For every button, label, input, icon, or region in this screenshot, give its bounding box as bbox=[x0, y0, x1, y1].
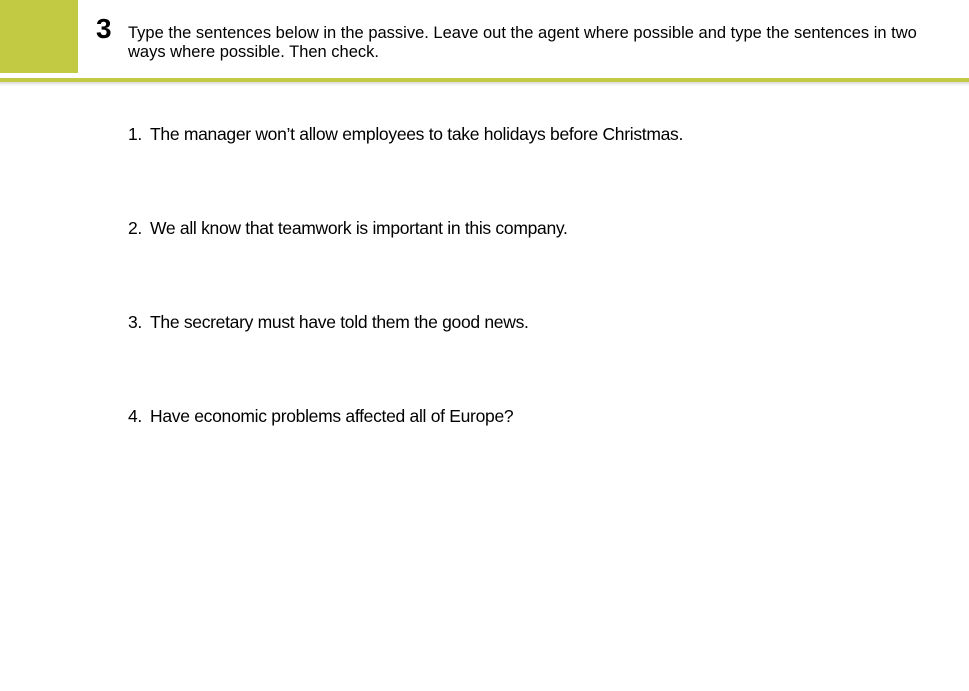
sentence-number: 4. bbox=[128, 406, 142, 426]
exercise-number: 3 bbox=[96, 13, 112, 44]
sentence-number: 2. bbox=[128, 218, 142, 238]
sentence-item-2 bbox=[128, 216, 568, 240]
sentence-item-1 bbox=[128, 122, 683, 146]
header-divider-shadow bbox=[0, 82, 969, 86]
sentence-item-4 bbox=[128, 404, 513, 428]
sentence-number: 3. bbox=[128, 312, 142, 332]
sentence-text: The secretary must have told them the good news. bbox=[150, 312, 529, 332]
exercise-header bbox=[0, 0, 969, 86]
sentence-text: The manager won’t allow employees to take holidays before Christmas. bbox=[150, 124, 684, 144]
sentence-text: We all know that teamwork is important in this company. bbox=[150, 218, 568, 238]
exercise-instructions: Type the sentences below in the passive. Leave out the agent where possible and type the sentences in two ways where possible. Then check. bbox=[128, 24, 917, 61]
accent-block bbox=[0, 0, 78, 73]
sentence-item-3 bbox=[128, 310, 529, 334]
sentence-number: 1. bbox=[128, 124, 142, 144]
sentence-text: Have economic problems affected all of Europe? bbox=[150, 406, 514, 426]
